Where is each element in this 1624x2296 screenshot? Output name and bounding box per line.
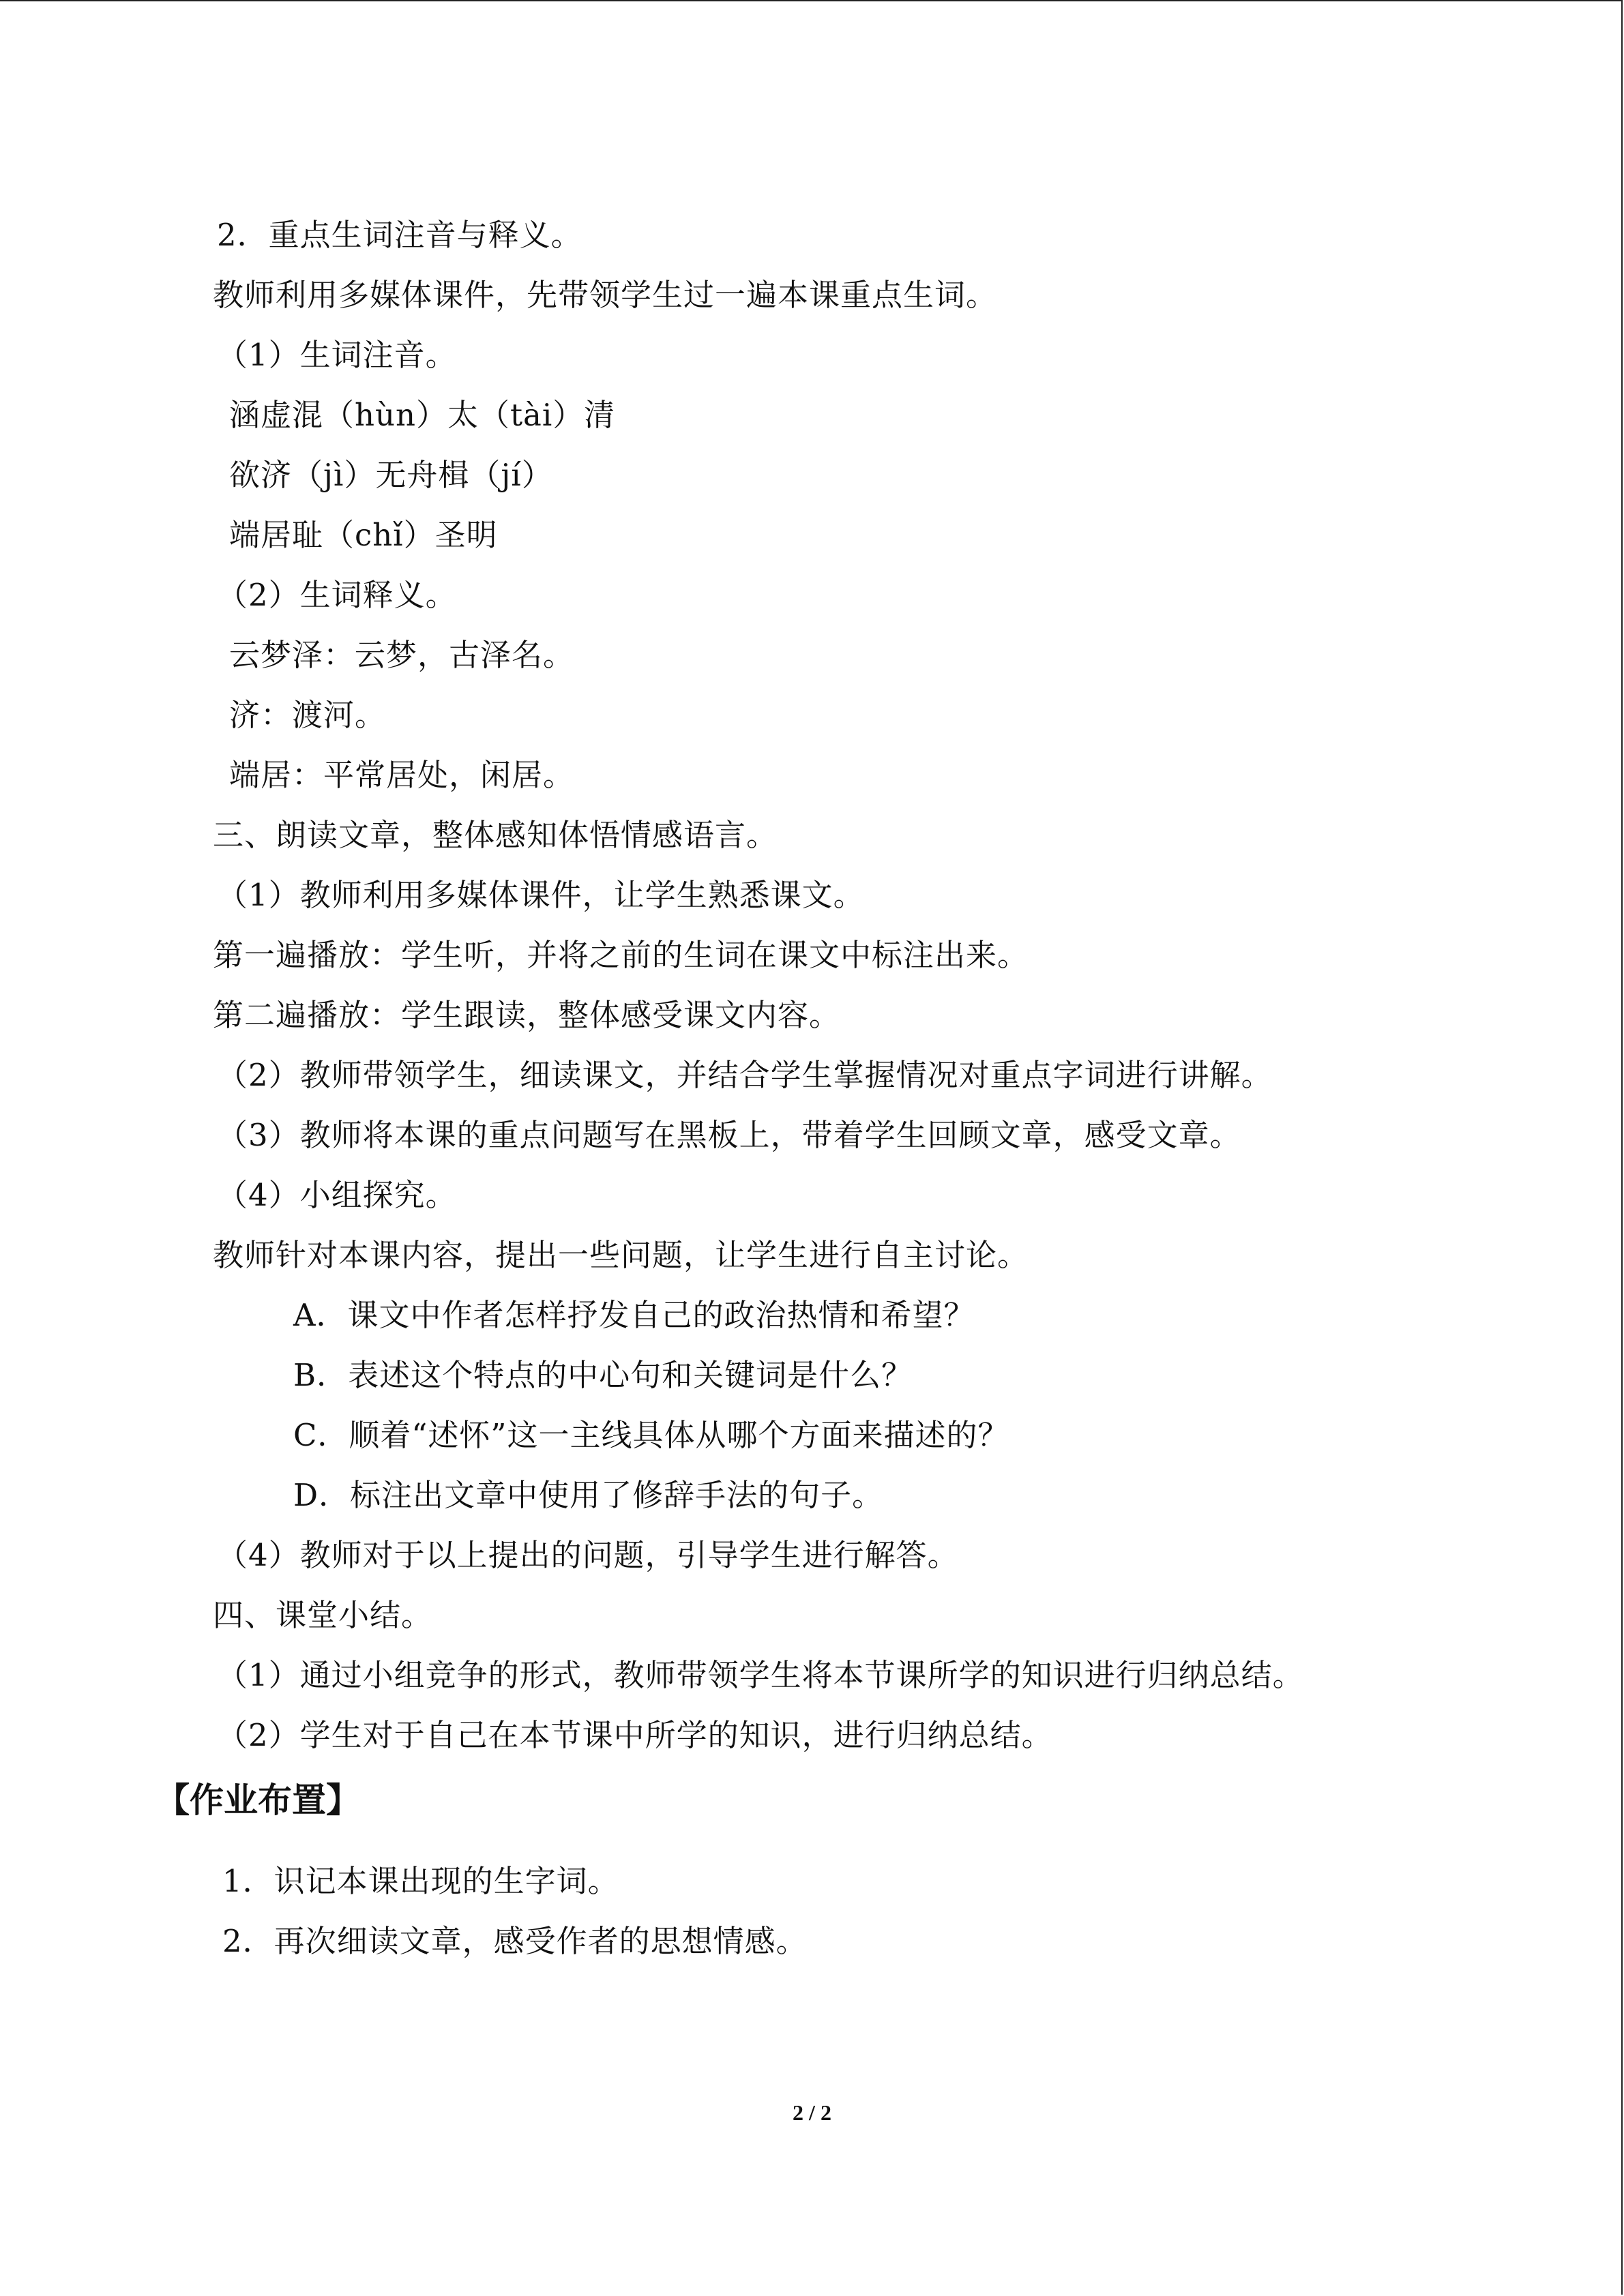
part3-item-3: （3）教师将本课的重点问题写在黑板上，带着学生回顾文章，感受文章。 — [217, 1117, 1241, 1153]
step2-title: 2．重点生词注音与释义。 — [217, 217, 582, 253]
homework-heading: 【作业布置】 — [156, 1780, 360, 1820]
pronunciation-title: （1）生词注音。 — [217, 337, 457, 373]
part3-title: 三、朗读文章，整体感知体悟情感语言。 — [213, 817, 778, 853]
page-number: 2 / 2 — [793, 2100, 831, 2125]
pronunciation-item: 端居耻（chǐ）圣明 — [229, 517, 498, 553]
part3-item-5: （4）教师对于以上提出的问题，引导学生进行解答。 — [217, 1537, 959, 1573]
intro-paragraph: 教师利用多媒体课件，先带领学生过一遍本课重点生词。 — [213, 277, 998, 313]
meaning-item: 济：渡河。 — [229, 697, 387, 733]
question-item: A．课文中作者怎样抒发自己的政治热情和希望？ — [293, 1297, 975, 1333]
part3-item-4: （4）小组探究。 — [217, 1177, 457, 1213]
part3-item-2: （2）教师带领学生，细读课文，并结合学生掌握情况对重点字词进行讲解。 — [217, 1057, 1273, 1093]
homework-item: 2．再次细读文章，感受作者的思想情感。 — [222, 1923, 808, 1959]
homework-item: 1．识记本课出现的生字词。 — [222, 1863, 619, 1899]
pronunciation-item: 涵虚混（hùn）太（tài）清 — [229, 397, 616, 433]
part4-item-2: （2）学生对于自己在本节课中所学的知识，进行归纳总结。 — [217, 1717, 1053, 1753]
question-item: C．顺着“述怀”这一主线具体从哪个方面来描述的？ — [293, 1417, 1009, 1453]
questions-intro: 教师针对本课内容，提出一些问题，让学生进行自主讨论。 — [213, 1237, 1029, 1273]
meaning-item: 端居：平常居处，闲居。 — [229, 757, 575, 793]
part3-item-1: （1）教师利用多媒体课件，让学生熟悉课文。 — [217, 877, 865, 913]
second-play-text: 第二遍播放：学生跟读，整体感受课文内容。 — [213, 997, 841, 1033]
pronunciation-item: 欲济（jì）无舟楫（jí） — [229, 457, 553, 493]
meaning-title: （2）生词释义。 — [217, 577, 457, 613]
question-item: B．表述这个特点的中心句和关键词是什么？ — [293, 1357, 913, 1393]
question-item: D．标注出文章中使用了修辞手法的句子。 — [293, 1477, 884, 1513]
part4-item-1: （1）通过小组竞争的形式，教师带领学生将本节课所学的知识进行归纳总结。 — [217, 1657, 1304, 1693]
first-play-text: 第一遍播放：学生听，并将之前的生词在课文中标注出来。 — [213, 937, 1029, 973]
meaning-item: 云梦泽：云梦，古泽名。 — [229, 637, 575, 673]
part4-title: 四、课堂小结。 — [213, 1597, 433, 1633]
